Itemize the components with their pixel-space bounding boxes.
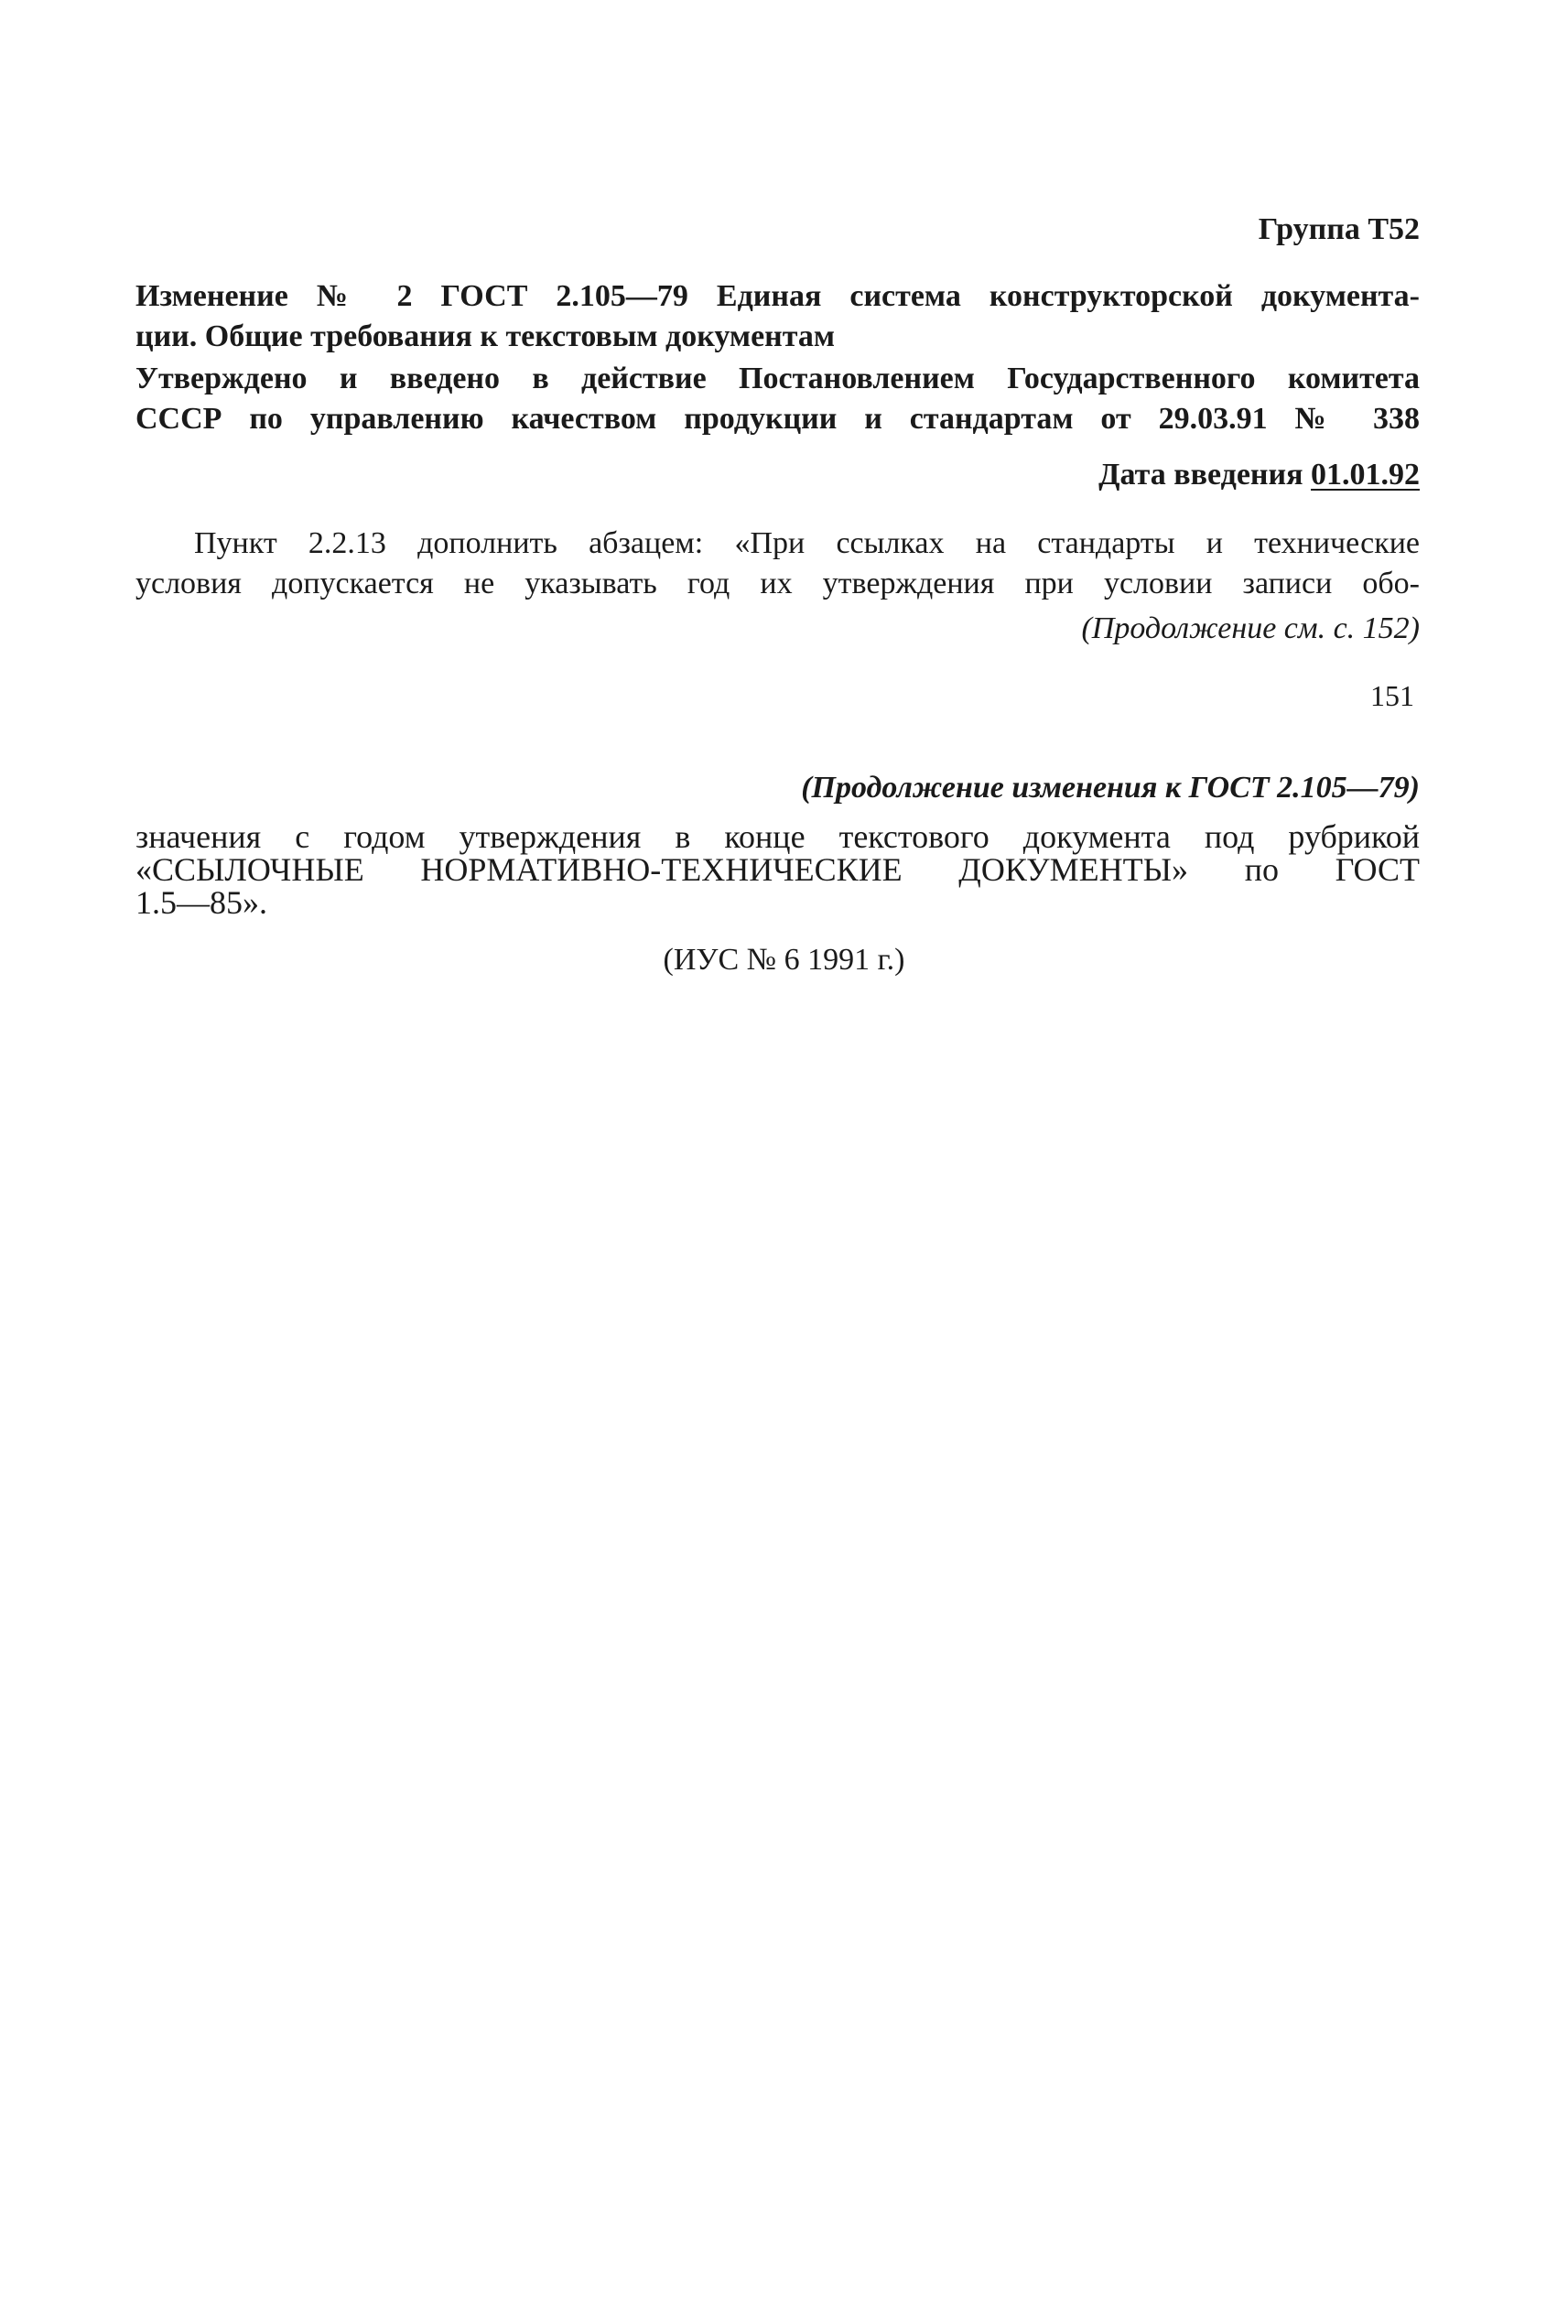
effective-date <box>1098 458 1420 492</box>
continuation-text-line-3: 1.5—85». <box>135 884 267 921</box>
source-reference: (ИУС № 6 1991 г.) <box>663 943 905 977</box>
body-paragraph-line-1: Пункт 2.2.13 дополнить абзацем: «При ссылках на стандарты и технические <box>194 526 1420 560</box>
page-number: 151 <box>1370 679 1414 712</box>
body-paragraph-line-2: условия допускается не указывать год их утверждения при условии записи обо- <box>135 567 1420 600</box>
effective-date-value: 01.01.92 <box>1311 458 1420 492</box>
amendment-title-line-2: ции. Общие требования к текстовым документам <box>135 319 836 353</box>
group-label: Группа Т52 <box>1258 212 1420 246</box>
approval-statement <box>135 359 1420 439</box>
approval-line-1: Утверждено и введено в действие Постановлением Государственного комитета <box>135 362 1420 395</box>
body-paragraph <box>135 524 1420 604</box>
amendment-title <box>135 276 1420 357</box>
approval-line-2: СССР по управлению качеством продукции и стандартам от 29.03.91 № 338 <box>135 402 1420 436</box>
continuation-note: (Продолжение см. с. 152) <box>1081 611 1420 645</box>
continuation-text-line-1: значения с годом утверждения в конце текстового документа под рубрикой <box>135 818 1420 855</box>
effective-date-label: Дата введения <box>1098 458 1303 492</box>
continuation-header: (Продолжение изменения к ГОСТ 2.105—79) <box>801 771 1420 805</box>
amendment-title-line-1: Изменение № 2 ГОСТ 2.105—79 Единая система конструкторской документа- <box>135 279 1420 313</box>
continuation-text <box>135 820 1420 919</box>
continuation-text-line-2: «ССЫЛОЧНЫЕ НОРМАТИВНО-ТЕХНИЧЕСКИЕ ДОКУМЕНТЫ» по ГОСТ <box>135 851 1420 888</box>
